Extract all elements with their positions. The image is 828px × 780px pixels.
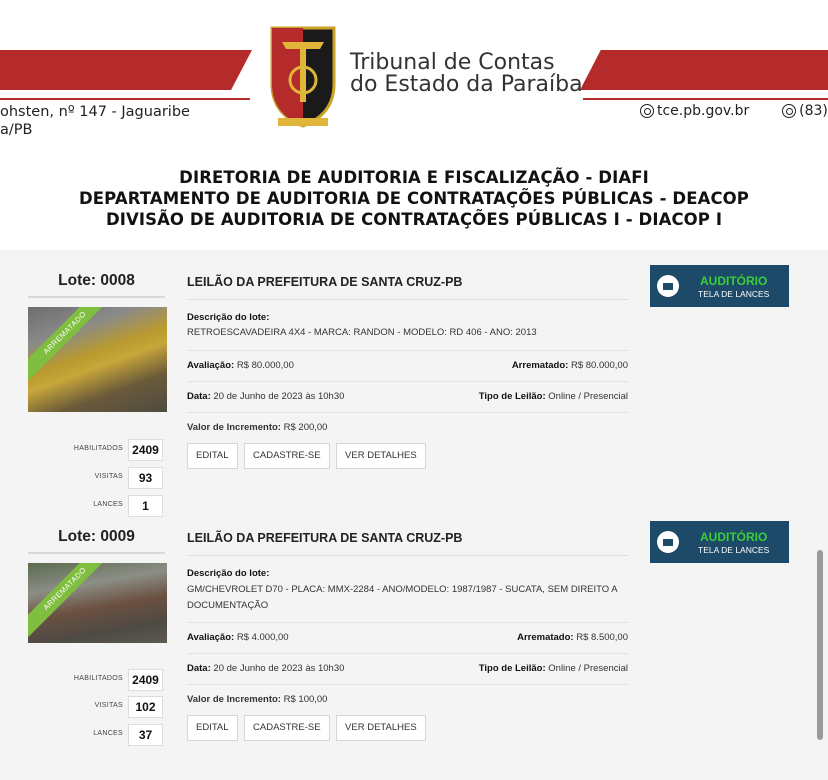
avaliacao-label: Avaliação: xyxy=(187,632,235,643)
auditorium-icon xyxy=(657,531,679,553)
incremento-value: R$ 200,00 xyxy=(283,422,328,433)
stat-label: LANCES xyxy=(93,501,123,508)
address-line2: a/PB xyxy=(0,122,33,138)
edital-button[interactable]: EDITAL xyxy=(187,443,238,469)
avaliacao-value: R$ 4.000,00 xyxy=(236,632,289,643)
stat-lances xyxy=(50,724,163,746)
auditorio-button[interactable] xyxy=(650,521,789,563)
valuation-row xyxy=(187,351,628,382)
avaliacao-label: Avaliação: xyxy=(187,360,235,371)
stat-visitas xyxy=(50,467,163,489)
arrematado-ribbon: ARREMATADO xyxy=(28,563,112,636)
lot-title: Lote: 0008 xyxy=(28,272,165,298)
description-row xyxy=(187,556,628,623)
contact-info xyxy=(640,103,828,119)
stat-visitas xyxy=(50,696,163,718)
auditorio-subtitle: TELA DE LANCES xyxy=(698,289,770,299)
address xyxy=(0,103,190,139)
tipo-label: Tipo de Leilão: xyxy=(478,391,546,402)
auditorium-icon xyxy=(657,275,679,297)
date-row xyxy=(187,654,628,685)
stat-value: 2409 xyxy=(128,669,163,691)
heading-line2: DEPARTAMENTO DE AUDITORIA DE CONTRATAÇÕES PÚBLICAS - DEACOP xyxy=(79,189,749,208)
description-row xyxy=(187,300,628,351)
tipo-value: Online / Presencial xyxy=(548,663,628,674)
lot-title: Lote: 0009 xyxy=(28,528,165,554)
tce-crest-logo xyxy=(268,22,338,130)
lot-details xyxy=(187,275,628,469)
data-value: 20 de Junho de 2023 às 10h30 xyxy=(213,391,345,402)
ver-detalhes-button[interactable]: VER DETALHES xyxy=(336,715,426,741)
data-value: 20 de Junho de 2023 às 10h30 xyxy=(213,663,345,674)
org-name-line1: Tribunal de Contas xyxy=(350,50,555,75)
cadastre-se-button[interactable]: CADASTRE-SE xyxy=(244,715,330,741)
website-link[interactable]: tce.pb.gov.br xyxy=(657,103,750,119)
auction-title[interactable]: LEILÃO DA PREFEITURA DE SANTA CRUZ-PB xyxy=(187,275,628,300)
stat-habilitados xyxy=(50,669,163,691)
stat-label: VISITAS xyxy=(94,473,123,480)
description-value: RETROESCAVADEIRA 4X4 - MARCA: RANDON - MODELO: RD 406 - ANO: 2013 xyxy=(187,327,537,338)
auction-screenshot xyxy=(0,250,828,780)
date-row xyxy=(187,382,628,413)
arrematado-ribbon: ARREMATADO xyxy=(28,307,112,380)
data-label: Data: xyxy=(187,391,211,402)
whatsapp-icon xyxy=(782,104,796,118)
incremento-label: Valor de Incremento: xyxy=(187,422,281,433)
stat-label: HABILITADOS xyxy=(73,445,123,452)
tipo-value: Online / Presencial xyxy=(548,391,628,402)
ver-detalhes-button[interactable]: VER DETALHES xyxy=(336,443,426,469)
auction-title[interactable]: LEILÃO DA PREFEITURA DE SANTA CRUZ-PB xyxy=(187,531,628,556)
auditorio-title: AUDITÓRIO xyxy=(700,274,768,288)
increment-row xyxy=(187,413,628,443)
incremento-value: R$ 100,00 xyxy=(283,694,328,705)
stat-label: LANCES xyxy=(93,730,123,737)
letterhead-left-line xyxy=(0,98,250,100)
lot-photo[interactable] xyxy=(28,307,167,412)
tipo-label: Tipo de Leilão: xyxy=(478,663,546,674)
stat-value: 93 xyxy=(128,467,163,489)
globe-icon xyxy=(640,104,654,118)
cadastre-se-button[interactable]: CADASTRE-SE xyxy=(244,443,330,469)
auditorio-subtitle: TELA DE LANCES xyxy=(698,545,770,555)
lot-photo[interactable] xyxy=(28,563,167,643)
arrematado-label: Arrematado: xyxy=(511,360,569,371)
stat-habilitados xyxy=(50,439,163,461)
increment-row xyxy=(187,685,628,715)
lot-details xyxy=(187,531,628,741)
heading-line1: DIRETORIA DE AUDITORIA E FISCALIZAÇÃO - DIAFI xyxy=(179,168,649,187)
valuation-row xyxy=(187,623,628,654)
lot-actions xyxy=(187,443,628,469)
org-name-line2: do Estado da Paraíba xyxy=(350,72,583,97)
stat-value: 37 xyxy=(128,724,163,746)
avaliacao-value: R$ 80.000,00 xyxy=(236,360,294,371)
heading-line3: DIVISÃO DE AUDITORIA DE CONTRATAÇÕES PÚBLICAS I - DIACOP I xyxy=(105,210,723,229)
data-label: Data: xyxy=(187,663,211,674)
lot-actions xyxy=(187,715,628,741)
address-line1: ohsten, nº 147 - Jaguaribe xyxy=(0,104,190,120)
stat-lances xyxy=(50,495,163,517)
stat-value: 102 xyxy=(128,696,163,718)
description-label: Descrição do lote: xyxy=(187,312,270,323)
description-value: GM/CHEVROLET D70 - PLACA: MMX-2284 - ANO/MODELO: 1987/1987 - SUCATA, SEM DIREITO A DOCUMENTAÇÃO xyxy=(187,584,618,611)
incremento-label: Valor de Incremento: xyxy=(187,694,281,705)
stat-value: 2409 xyxy=(128,439,163,461)
phone-number: (83) xyxy=(799,103,828,119)
stat-label: VISITAS xyxy=(94,702,123,709)
stat-value: 1 xyxy=(128,495,163,517)
description-label: Descrição do lote: xyxy=(187,568,270,579)
arrematado-value: R$ 80.000,00 xyxy=(570,360,628,371)
auditorio-button[interactable] xyxy=(650,265,789,307)
arrematado-value: R$ 8.500,00 xyxy=(576,632,628,643)
edital-button[interactable]: EDITAL xyxy=(187,715,238,741)
scrollbar[interactable] xyxy=(817,550,823,740)
arrematado-label: Arrematado: xyxy=(517,632,574,643)
org-name xyxy=(350,52,583,96)
letterhead-left-band xyxy=(0,50,252,90)
document-heading xyxy=(0,167,828,230)
auditorio-title: AUDITÓRIO xyxy=(700,530,768,544)
letterhead-right-band xyxy=(580,50,828,90)
stat-label: HABILITADOS xyxy=(73,675,123,682)
letterhead-right-line xyxy=(583,98,828,100)
